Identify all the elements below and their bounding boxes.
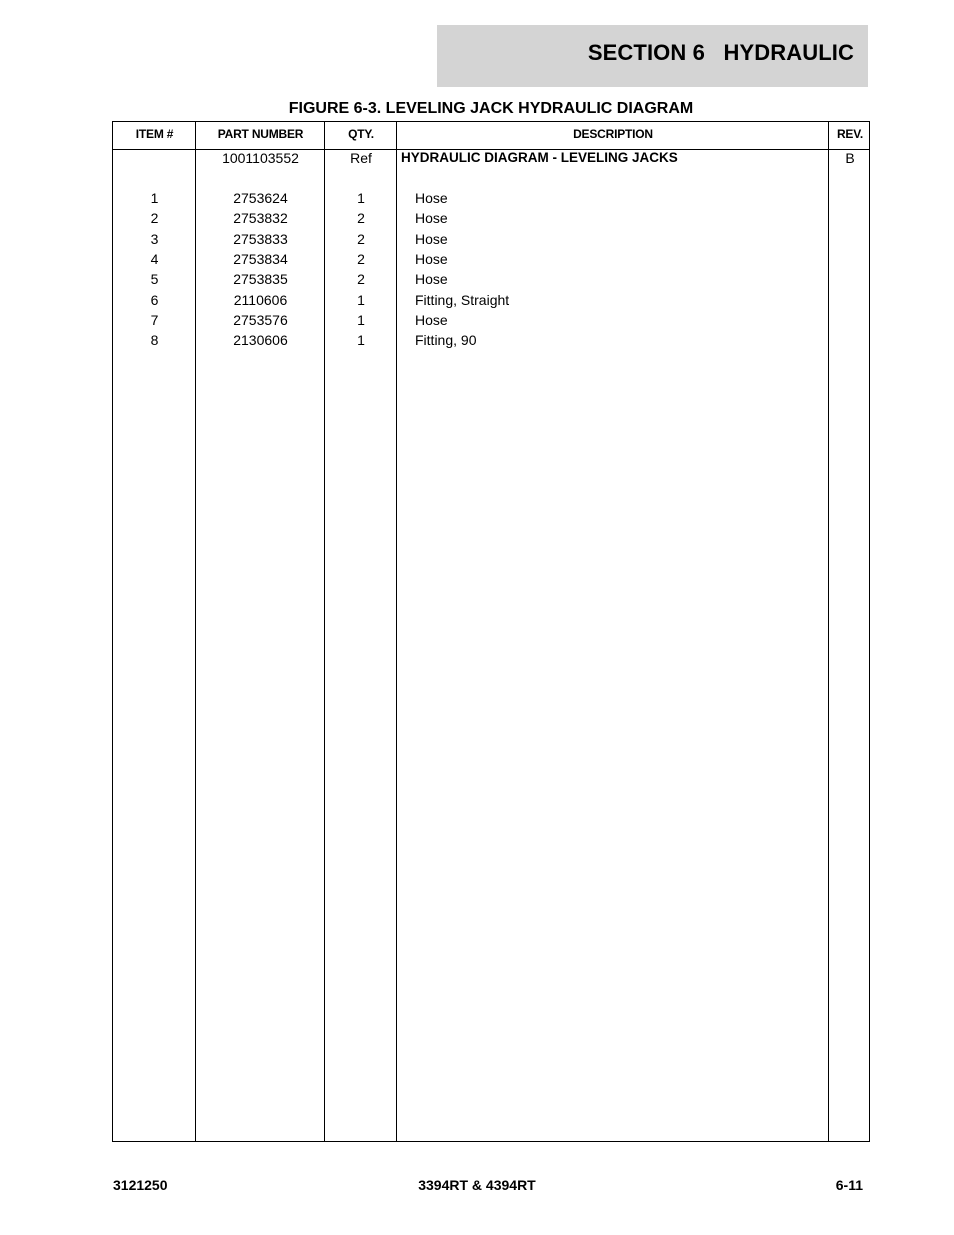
- section-header-text: SECTION 6 HYDRAULIC: [587, 40, 854, 65]
- row-item: 7: [150, 311, 159, 328]
- row-item: 2: [150, 210, 159, 227]
- row-part-number: 2130606: [233, 332, 288, 349]
- footer-model: 3394RT & 4394RT: [418, 1177, 536, 1193]
- row-description: Hose: [415, 250, 448, 267]
- row-qty: 2: [357, 210, 365, 227]
- header-item: ITEM #: [135, 127, 174, 141]
- column-divider: [828, 122, 829, 1141]
- row-part-number: 2753624: [233, 190, 288, 206]
- row-description: Hose: [415, 230, 448, 247]
- row-qty: 2: [357, 271, 365, 288]
- ref-rev: B: [845, 150, 855, 166]
- figure-title: FIGURE 6-3. LEVELING JACK HYDRAULIC DIAGRAM: [288, 100, 694, 117]
- parts-table: [112, 121, 870, 1142]
- row-part-number: 2753833: [233, 230, 288, 247]
- header-rev: REV.: [836, 127, 864, 141]
- row-qty: 2: [357, 230, 365, 247]
- footer-page-number: 6-11: [835, 1177, 863, 1193]
- row-description: Hose: [415, 271, 448, 288]
- row-item: 3: [150, 230, 159, 247]
- row-item: 8: [150, 332, 159, 349]
- row-item: 6: [150, 291, 159, 308]
- row-part-number: 2753834: [233, 250, 288, 267]
- row-qty: 1: [357, 332, 365, 349]
- row-description: Hose: [415, 311, 448, 328]
- ref-part-number: 1001103552: [222, 150, 299, 166]
- row-description: Hose: [415, 210, 448, 227]
- section-header-banner: [437, 25, 868, 87]
- row-description: Hose: [415, 190, 448, 206]
- row-item: 5: [150, 271, 159, 288]
- header-qty: QTY.: [348, 127, 374, 141]
- row-part-number: 2753832: [233, 210, 288, 227]
- row-qty: 1: [357, 311, 365, 328]
- ref-qty: Ref: [350, 150, 372, 166]
- footer-doc-number: 3121250: [113, 1177, 168, 1193]
- row-part-number: 2110606: [233, 291, 288, 308]
- row-description: Fitting, 90: [415, 332, 477, 349]
- row-qty: 1: [357, 190, 365, 206]
- row-qty: 1: [357, 291, 365, 308]
- header-part-number: PART NUMBER: [217, 127, 304, 141]
- row-item: 4: [150, 250, 159, 267]
- row-part-number: 2753576: [233, 311, 288, 328]
- ref-description: HYDRAULIC DIAGRAM - LEVELING JACKS: [401, 150, 678, 165]
- row-item: 1: [150, 190, 159, 206]
- row-part-number: 2753835: [233, 271, 288, 288]
- row-qty: 2: [357, 250, 365, 267]
- header-description: DESCRIPTION: [573, 127, 653, 141]
- row-description: Fitting, Straight: [415, 291, 510, 308]
